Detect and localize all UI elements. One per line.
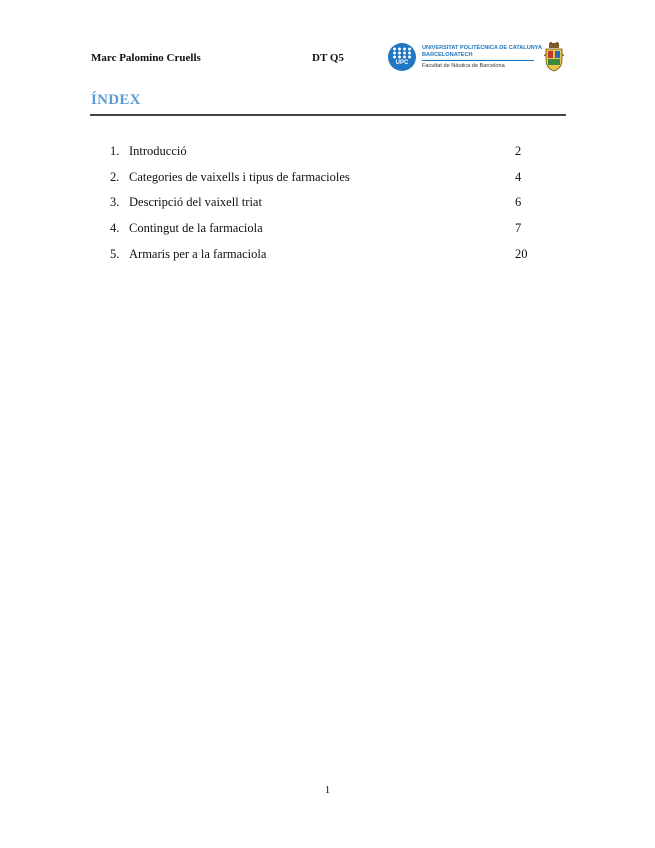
toc-entry-label[interactable]: Descripció del vaixell triat — [129, 195, 262, 210]
page-number: 1 — [324, 784, 331, 796]
toc-entry-number: 5. — [110, 246, 120, 261]
toc-entry-number: 1. — [110, 144, 120, 158]
upc-logo-line3: Facultat de Nàutica de Barcelona — [422, 63, 505, 69]
upc-logo-line1: UNIVERSITAT POLITÈCNICA DE CATALUNYA — [422, 45, 543, 51]
index-title: ÍNDEX — [91, 92, 141, 108]
toc-entry-page: 6 — [515, 195, 522, 210]
toc-entry-number: 2. — [110, 169, 120, 184]
upc-logo-icon — [388, 43, 416, 71]
toc-entry-label[interactable]: Contingut de la farmaciola — [129, 221, 263, 236]
toc-entry[interactable] — [110, 195, 530, 221]
upc-logo-line2: BARCELONATECH — [422, 52, 473, 58]
toc-entry[interactable] — [110, 221, 530, 247]
coat-of-arms-icon — [544, 42, 564, 72]
toc-entry-page: 7 — [515, 221, 522, 236]
toc-entry-label[interactable]: Armaris per a la farmaciola — [129, 246, 267, 261]
upc-logo-divider — [422, 60, 534, 61]
upc-logo — [388, 43, 543, 73]
toc-entry[interactable] — [110, 144, 530, 170]
toc-entry-page: 2 — [515, 144, 522, 158]
header-author: Marc Palomino Cruells — [91, 52, 201, 64]
table-of-contents — [110, 144, 530, 272]
toc-entry-number: 4. — [110, 221, 120, 236]
toc-entry[interactable] — [110, 170, 530, 196]
toc-entry-page: 20 — [515, 246, 528, 261]
upc-logo-abbr: UPC — [395, 60, 409, 66]
header-document-code: DT Q5 — [312, 52, 344, 64]
toc-entry-number: 3. — [110, 195, 120, 210]
title-divider — [90, 114, 566, 116]
toc-entry-label[interactable]: Categories de vaixells i tipus de farmacioles — [129, 169, 350, 184]
toc-entry-page: 4 — [515, 169, 522, 184]
toc-entry[interactable] — [110, 247, 530, 273]
toc-entry-label[interactable]: Introducció — [129, 144, 187, 158]
